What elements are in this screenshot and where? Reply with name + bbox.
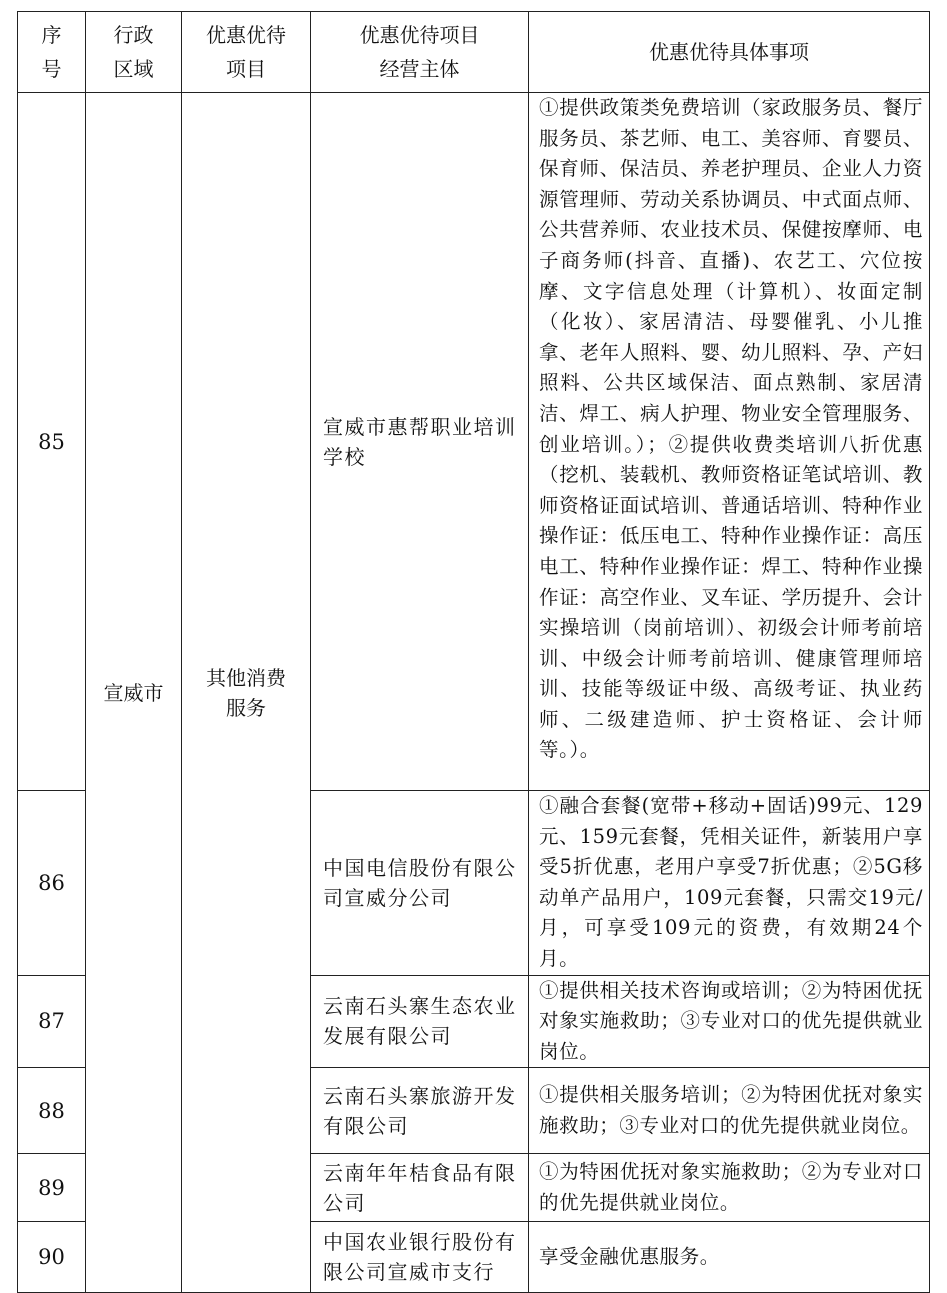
category-cell: [182, 93, 311, 1293]
row-number: 90: [18, 1222, 86, 1293]
detail-cell: ①提供政策类免费培训（家政服务员、餐厅服务员、茶艺师、电工、美容师、育婴员、保育师、保洁员、养老护理员、企业人力资源管理师、劳动关系协调员、中式面点师、公共营养师、农业技术员、保健按摩师、电子商务师(抖音、直播)、农艺工、穴位按摩、文字信息处理（计算机）、妆面定制（化妆）、家居清洁、母婴催乳、小儿推拿、老年人照料、婴、幼儿照料、孕、产妇照料、公共区域保洁、面点熟制、家居清洁、焊工、病人护理、物业安全管理服务、创业培训。）；②提供收费类培训八折优惠（挖机、装载机、教师资格证笔试培训、教师资格证面试培训、普通话培训、特种作业操作证：低压电工、特种作业操作证：高压电工、特种作业操作证：焊工、特种作业操作证：高空作业、叉车证、学历提升、会计实操培训（岗前培训）、初级会计师考前培训、中级会计师考前培训、健康管理师培训、技能等级证中级、高级考证、执业药师、二级建造师、护士资格证、会计师等。）。: [529, 93, 930, 791]
header-no: [18, 12, 86, 93]
detail-cell: ①提供相关服务培训；②为特困优抚对象实施救助；③专业对口的优先提供就业岗位。: [529, 1068, 930, 1154]
detail-cell: 享受金融优惠服务。: [529, 1222, 930, 1293]
header-entity-line1: 优惠优待项目: [359, 23, 480, 47]
row-number: 89: [18, 1154, 86, 1222]
entity-cell: 中国农业银行股份有限公司宣威市支行: [311, 1222, 529, 1293]
header-region: [86, 12, 182, 93]
header-entity-line2: 经营主体: [379, 57, 460, 81]
table-row: [18, 93, 930, 791]
region-cell: 宣威市: [86, 93, 182, 1293]
category-line2: 服务: [226, 695, 266, 720]
entity-cell: 云南石头寨生态农业发展有限公司: [311, 975, 529, 1068]
header-detail: 优惠优待具体事项: [529, 12, 930, 93]
header-region-line2: 区域: [113, 57, 154, 81]
entity-cell: 中国电信股份有限公司宣威分公司: [311, 791, 529, 976]
entity-cell: 宣威市惠帮职业培训学校: [311, 93, 529, 791]
entity-cell: 云南石头寨旅游开发有限公司: [311, 1068, 529, 1154]
header-entity: [311, 12, 529, 93]
detail-cell: ①提供相关技术咨询或培训；②为特困优抚对象实施救助；③专业对口的优先提供就业岗位。: [529, 975, 930, 1068]
header-no-line2: 号: [41, 57, 62, 81]
header-category-line1: 优惠优待: [206, 23, 286, 47]
detail-cell: ①为特困优抚对象实施救助；②为专业对口的优先提供就业岗位。: [529, 1154, 930, 1222]
row-number: 86: [18, 791, 86, 976]
detail-cell: ①融合套餐(宽带+移动+固话)99元、129元、159元套餐，凭相关证件，新装用户享受5折优惠，老用户享受7折优惠；②5G移动单产品用户，109元套餐，只需交19元/月，可享受109元的资费，有效期24个月。: [529, 791, 930, 976]
header-row: [18, 12, 930, 93]
header-region-line1: 行政: [113, 23, 154, 47]
header-no-line1: 序: [41, 23, 62, 47]
header-category-line2: 项目: [226, 57, 266, 81]
header-category: [182, 12, 311, 93]
entity-cell: 云南年年桔食品有限公司: [311, 1154, 529, 1222]
benefits-table: [17, 11, 930, 1293]
category-line1: 其他消费: [206, 665, 286, 690]
row-number: 87: [18, 975, 86, 1068]
row-number: 88: [18, 1068, 86, 1154]
row-number: 85: [18, 93, 86, 791]
